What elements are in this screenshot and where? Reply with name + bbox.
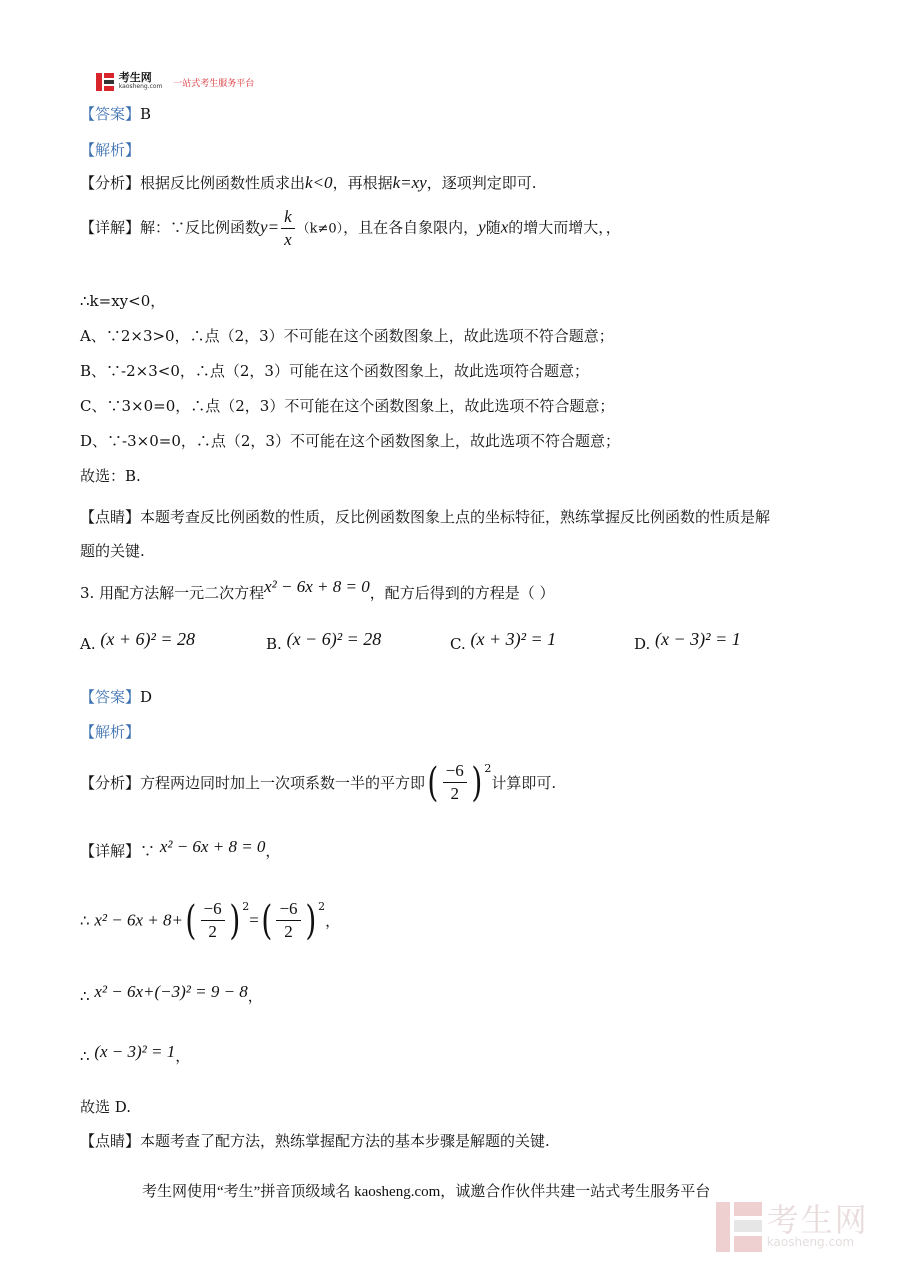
q3-option-b: [266, 629, 382, 654]
exponent: 2: [318, 900, 326, 913]
paren-left: (: [185, 897, 197, 944]
q3-stem-text-1: 用配方法解一元二次方程: [99, 584, 265, 602]
step2-fraction-1: [201, 898, 225, 943]
detail-text-1: 解：∵反比例函数: [140, 218, 261, 237]
fenxi-text-3: ，逐项判定即可.: [426, 174, 537, 192]
paren-right: ): [304, 897, 316, 944]
fenxi-fraction: [443, 760, 467, 805]
comment-tag: 【点睛】: [80, 508, 141, 526]
step1-tail: ，: [265, 842, 281, 860]
paren-left: (: [427, 759, 439, 806]
detail-cond: （k≠0）: [296, 221, 344, 237]
paren-right: ): [471, 759, 483, 806]
detail-text-4: 的增大而增大，，: [508, 218, 621, 237]
q3-comment: [80, 1130, 550, 1151]
q2-option-b: B、∵-2×3<0，∴点（2，3）可能在这个函数图象上，故此选项符合题意；: [80, 362, 589, 380]
comment-text-2: 题的关键.: [80, 542, 145, 560]
step1-equation: x² − 6x + 8 = 0: [159, 837, 266, 856]
kaosheng-logo-icon: [96, 73, 114, 91]
fenxi-cond: k<0: [305, 173, 333, 192]
fenxi-text-1: 根据反比例函数性质求出: [140, 174, 306, 192]
therefore-symbol: ∴: [80, 987, 90, 1005]
q2-option-d: D、∵-3×0=0，∴点（2，3）不可能在这个函数图象上，故此选项不符合题意；: [80, 432, 620, 450]
step2-tail: ，: [325, 912, 341, 930]
option-expression: (x − 3)² = 1: [655, 629, 741, 649]
fenxi-tail: 计算即可.: [491, 774, 557, 792]
fraction-numerator: −6: [276, 898, 300, 921]
comment-tag: 【点睛】: [80, 1132, 141, 1150]
q3-step4: [80, 1042, 191, 1066]
step3-equation: x² − 6x+(−3)² = 9 − 8: [94, 982, 248, 1001]
q2-option-a: A、∵2×3>0，∴点（2，3）不可能在这个函数图象上，故此选项不符合题意；: [80, 327, 614, 345]
option-expression: (x + 6)² = 28: [100, 629, 196, 649]
exponent: 2: [484, 762, 492, 775]
fraction-denominator: 2: [284, 922, 293, 941]
q2-analysis-tag: 【解析】: [80, 141, 141, 159]
fraction-denominator: 2: [208, 922, 217, 941]
q2-therefore: ∴k=xy<0，: [80, 292, 166, 310]
footer-text: 考生网使用“考生”拼音顶级域名 kaosheng.com，诚邀合作伙伴共建一站式考生服务平台: [142, 1184, 711, 1200]
q2-fenxi: [80, 172, 536, 193]
detail-fraction: [281, 206, 295, 251]
option-letter: A.: [80, 635, 96, 653]
option-letter: C.: [450, 635, 466, 653]
answer-value: D: [140, 688, 153, 706]
brand-domain: kaosheng.com: [118, 83, 163, 90]
step2-left: x² − 6x + 8+: [94, 910, 183, 930]
step4-equation: (x − 3)² = 1: [94, 1042, 176, 1061]
q2-choose: 故选：B.: [80, 467, 141, 485]
paren-left: (: [261, 897, 273, 944]
detail-x-var: x: [500, 217, 509, 237]
fraction-numerator: −6: [201, 898, 225, 921]
q3-stem-equation: x² − 6x + 8 = 0: [264, 577, 370, 596]
fenxi-tag: 【分析】: [80, 174, 141, 192]
detail-tag: 【详解】: [80, 842, 141, 860]
q3-choose: 故选 D.: [80, 1098, 132, 1116]
brand-slogan: 一站式考生服务平台: [173, 78, 255, 89]
exponent: 2: [242, 900, 250, 913]
answer-tag: 【答案】: [80, 105, 141, 123]
detail-y-var: y: [478, 217, 486, 237]
watermark-logo-icon: [716, 1202, 762, 1252]
q3-step2: [80, 898, 340, 943]
fraction-denominator: 2: [450, 784, 459, 803]
detail-text-3: 随: [485, 218, 501, 237]
q3-fenxi: [80, 760, 556, 805]
q2-answer: [80, 103, 151, 124]
option-letter: D.: [634, 635, 651, 653]
because-symbol: ∵: [140, 842, 156, 860]
q3-option-a: [80, 629, 196, 654]
q2-comment: [80, 500, 820, 568]
fenxi-formula: k=xy: [392, 173, 427, 192]
watermark-brand: 考生网: [766, 1201, 869, 1239]
answer-tag: 【答案】: [80, 688, 141, 706]
header-logo: [96, 72, 254, 92]
q3-analysis-tag: 【解析】: [80, 723, 141, 741]
q3-option-c: [450, 629, 557, 654]
fenxi-tag: 【分析】: [80, 774, 141, 792]
q3-stem-text-2: ，配方后得到的方程是（ ）: [369, 584, 555, 602]
fraction-denominator: x: [284, 230, 292, 249]
paren-right: ): [228, 897, 240, 944]
step3-tail: ，: [247, 987, 263, 1005]
q2-detail: [80, 206, 621, 251]
brand-name: 考生网: [118, 71, 152, 84]
comment-text-1: 本题考查反比例函数的性质，反比例函数图象上点的坐标特征，熟练掌握反比例函数的性质是解: [140, 508, 771, 526]
q3-stem: [80, 577, 555, 603]
option-expression: (x − 6)² = 28: [286, 629, 382, 649]
comment-text: 本题考查了配方法，熟练掌握配方法的基本步骤是解题的关键.: [140, 1132, 550, 1150]
detail-tag: 【详解】: [80, 218, 141, 237]
fraction-numerator: k: [281, 206, 295, 229]
fraction-numerator: −6: [443, 760, 467, 783]
q3-answer: [80, 686, 152, 707]
q3-number: 3.: [80, 584, 95, 602]
q3-step3: [80, 982, 263, 1006]
fenxi-text: 方程两边同时加上一次项系数一半的平方即: [140, 774, 426, 792]
option-expression: (x + 3)² = 1: [470, 629, 557, 649]
detail-text-2: ，且在各自象限内，: [343, 218, 479, 237]
therefore-symbol: ∴: [80, 1047, 90, 1065]
watermark: [716, 1202, 869, 1262]
answer-value: B: [140, 105, 152, 123]
step2-fraction-2: [276, 898, 300, 943]
q3-detail: [80, 837, 281, 861]
step4-tail: ，: [175, 1047, 191, 1065]
therefore-symbol: ∴: [80, 911, 90, 930]
detail-y: y=: [260, 217, 280, 237]
fenxi-text-2: ，再根据: [332, 174, 393, 192]
option-letter: B.: [266, 635, 282, 653]
step2-equals: =: [249, 910, 259, 930]
q2-option-c: C、∵3×0=0，∴点（2，3）不可能在这个函数图象上，故此选项不符合题意；: [80, 397, 615, 415]
watermark-domain: kaosheng.com: [766, 1235, 855, 1249]
q3-option-d: [634, 629, 741, 654]
